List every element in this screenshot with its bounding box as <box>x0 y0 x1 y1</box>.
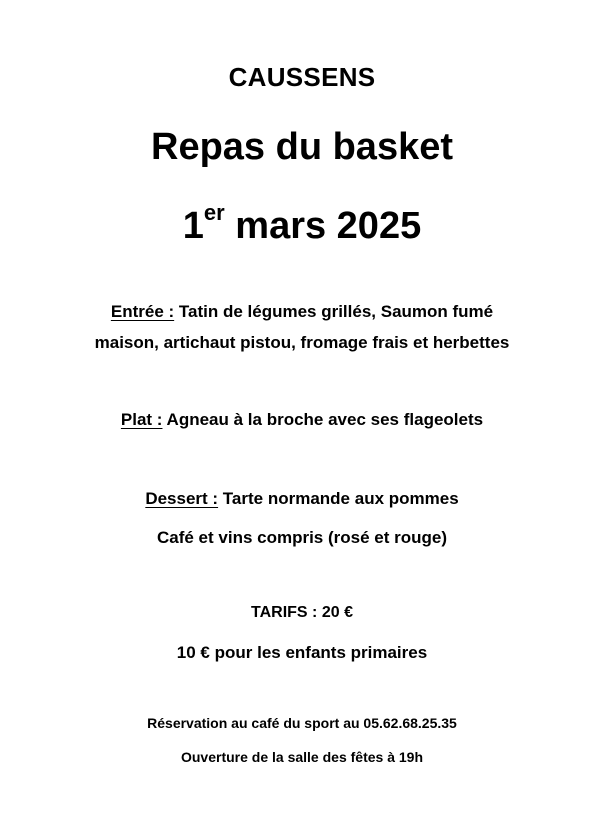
price-line: TARIFS : 20 € <box>251 604 353 621</box>
dessert-line <box>0 489 604 509</box>
main-course-line <box>0 410 604 430</box>
main-course-label: Plat : <box>120 410 163 429</box>
starter-line-2: maison, artichaut pistou, fromage frais et herbettes <box>94 333 510 352</box>
town-name: CAUSSENS <box>228 62 376 92</box>
date-day: 1 <box>182 205 204 247</box>
dessert-text: Tarte normande aux pommes <box>218 489 459 508</box>
event-title: Repas du basket <box>151 126 453 168</box>
date-month-year: mars 2025 <box>224 205 422 247</box>
main-course-text: Agneau à la broche avec ses flageolets <box>162 410 484 429</box>
starter-label: Entrée : <box>110 302 175 321</box>
reservation-info: Réservation au café du sport au 05.62.68.25.35 <box>147 715 457 731</box>
event-date <box>0 200 604 248</box>
dessert-label: Dessert : <box>145 489 219 508</box>
children-price-line: 10 € pour les enfants primaires <box>176 643 428 662</box>
drinks-line: Café et vins compris (rosé et rouge) <box>156 528 448 547</box>
starter-text-1: Tatin de légumes grillés, Saumon fumé <box>174 302 494 321</box>
opening-time-info: Ouverture de la salle des fêtes à 19h <box>180 749 423 765</box>
date-ordinal: er <box>203 200 225 226</box>
starter-line-1 <box>0 302 604 322</box>
